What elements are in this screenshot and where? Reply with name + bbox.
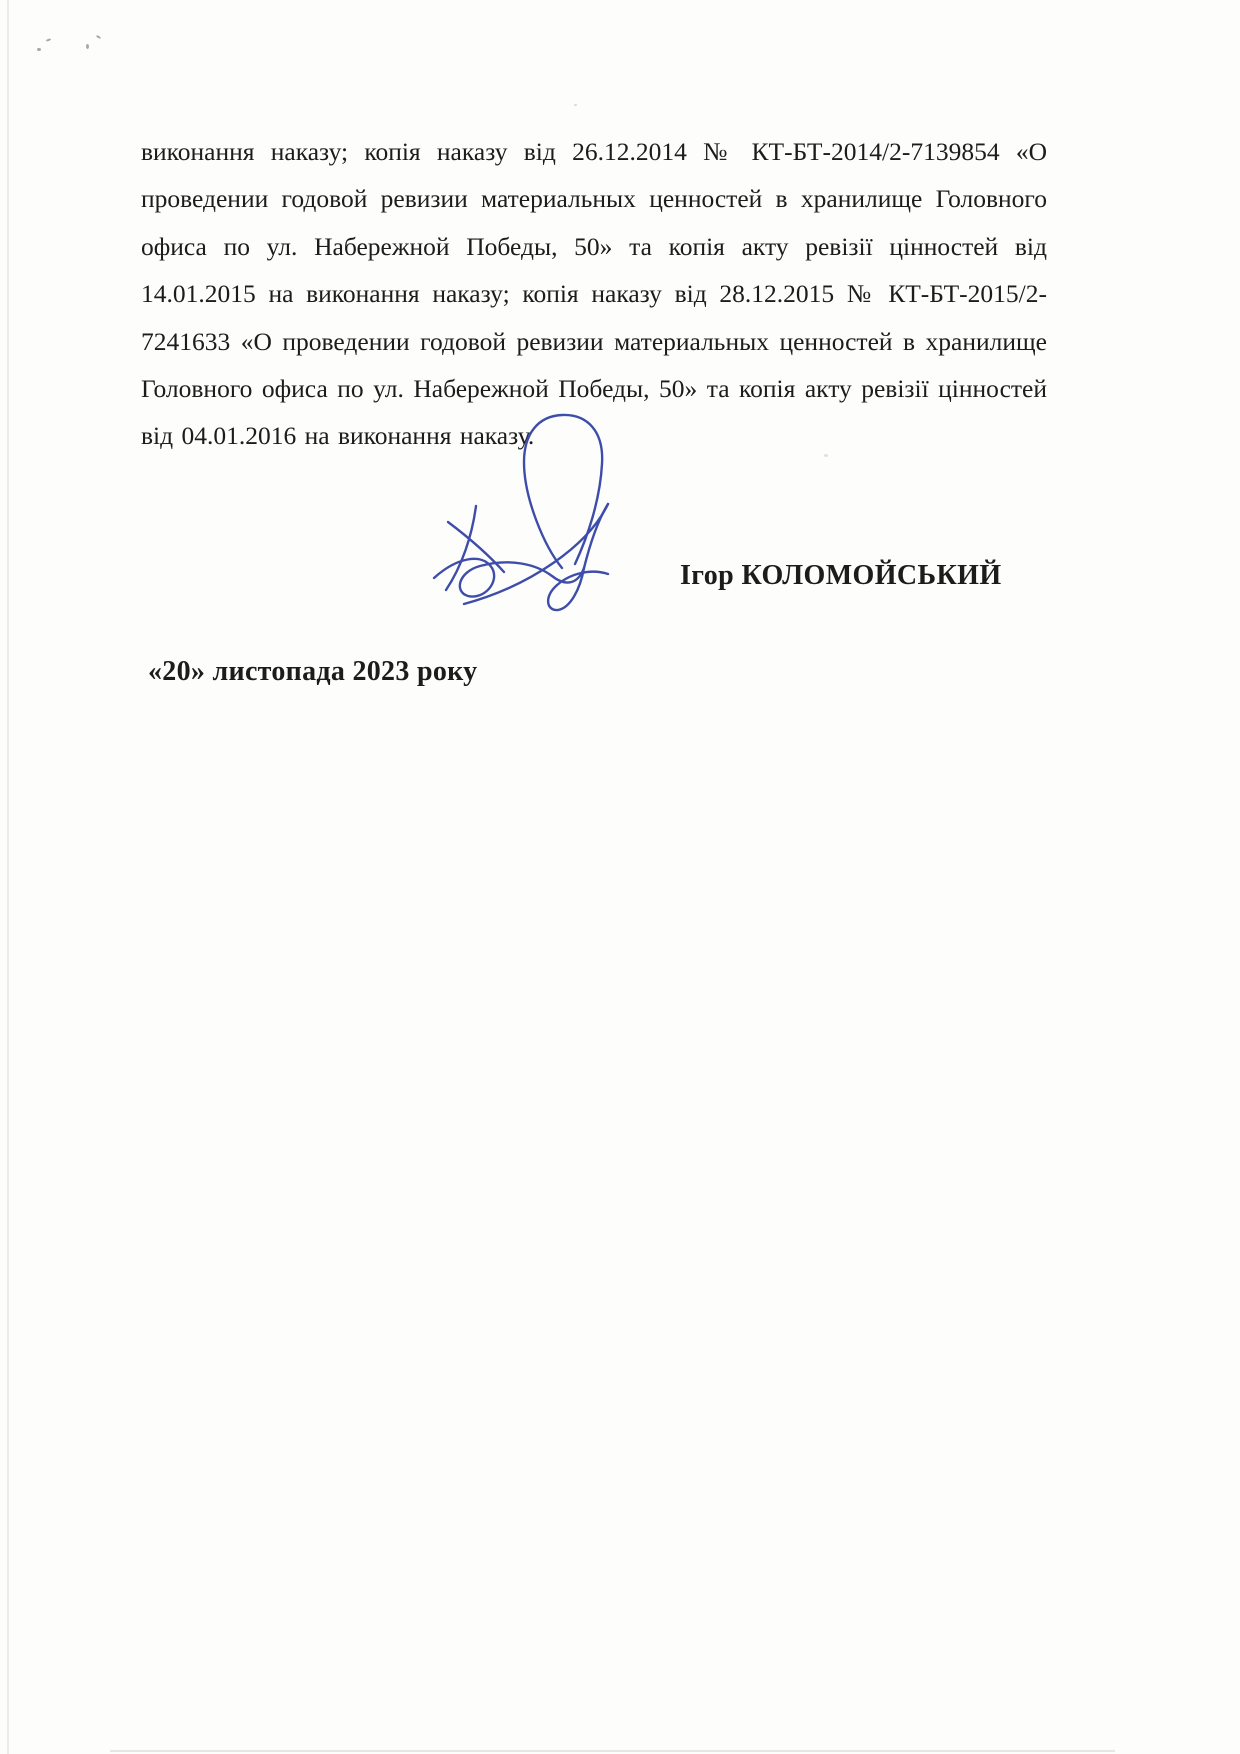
paragraph-line: 7241633 «О проведении годовой ревизии материальных ценностей в хранилище <box>141 326 1047 356</box>
paragraph-line: 14.01.2015 на виконання наказу; копія наказу від 28.12.2015 № КТ-БТ-2015/2- <box>141 279 1047 309</box>
scan-speck <box>96 35 101 39</box>
date-line: «20» листопада 2023 року <box>148 656 478 687</box>
signatory-name: Ігор КОЛОМОЙСЬКИЙ <box>680 560 1002 591</box>
handwritten-signature <box>412 406 667 621</box>
scan-speck <box>37 48 41 51</box>
paragraph-line: від 04.01.2016 на виконання наказу. <box>141 421 535 451</box>
scan-speck <box>86 44 89 49</box>
signature-ink <box>412 406 667 621</box>
scan-edge-left <box>7 0 9 1754</box>
paragraph-line: виконання наказу; копія наказу від 26.12.2014 № КТ-БТ-2014/2-7139854 «О <box>141 137 1047 166</box>
scan-speck <box>574 104 577 106</box>
paragraph-line: Головного офиса по ул. Набережной Победы, 50» та копія акту ревізії цінностей <box>141 374 1047 404</box>
scan-speck <box>46 38 51 42</box>
paragraph-line: проведении годовой ревизии материальных ценностей в хранилище Головного <box>141 184 1047 214</box>
scan-edge-bottom <box>110 1750 1115 1752</box>
paragraph-line: офиса по ул. Набережной Победы, 50» та копія акту ревізії цінностей від <box>141 231 1047 261</box>
